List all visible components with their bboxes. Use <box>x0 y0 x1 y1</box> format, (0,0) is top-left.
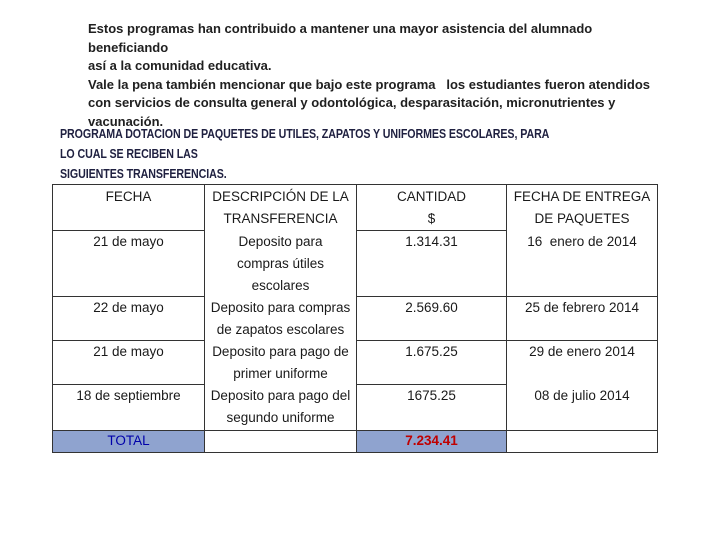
cell-descripcion-text: Deposito para pago de primer uniforme <box>212 343 349 381</box>
cell-entrega: 16 enero de 2014 <box>507 231 658 297</box>
transfers-table <box>52 184 658 453</box>
intro-line: Estos programas han contribuido a mantener una mayor asistencia del alumnado beneficiando <box>88 21 593 55</box>
cell-descripcion-text: Deposito para pago del segundo uniforme <box>210 387 351 425</box>
header-descripcion <box>205 185 357 231</box>
cell-entrega: 29 de enero 2014 <box>507 341 658 385</box>
total-descripcion <box>205 430 357 452</box>
cell-fecha: 22 de mayo <box>53 297 205 341</box>
table-row <box>53 341 658 385</box>
cell-cantidad: 1.314.31 <box>357 231 507 297</box>
table-row <box>53 385 658 431</box>
table-row <box>53 297 658 341</box>
cell-fecha: 21 de mayo <box>53 231 205 297</box>
header-cantidad-text: CANTIDAD $ <box>396 189 466 226</box>
cell-cantidad: 1675.25 <box>357 385 507 431</box>
cell-descripcion <box>205 231 357 297</box>
program-heading <box>60 124 560 184</box>
total-cantidad-value: 7.234.41 <box>405 432 458 448</box>
program-heading-line1: PROGRAMA DOTACION DE PAQUETES DE UTILES, ZAPATOS Y UNIFORMES ESCOLARES, PARA LO CUAL SE RECIBEN LAS <box>60 126 549 161</box>
table-header-row <box>53 185 658 231</box>
program-heading-line2: SIGUIENTES TRANSFERENCIAS. <box>60 166 227 181</box>
header-cantidad <box>357 185 507 231</box>
header-descripcion-text: DESCRIPCIÓN DE LA TRANSFERENCIA <box>212 189 349 226</box>
intro-line: vacunación. <box>88 113 164 129</box>
total-cantidad <box>357 430 507 452</box>
table-total-row <box>53 430 658 452</box>
cell-cantidad: 2.569.60 <box>357 297 507 341</box>
header-entrega-text: FECHA DE ENTREGA DE PAQUETES <box>513 189 651 226</box>
cell-descripcion <box>205 341 357 385</box>
header-fecha: FECHA <box>53 185 205 231</box>
table-row <box>53 231 658 297</box>
cell-descripcion <box>205 297 357 341</box>
intro-line: con servicios de consulta general y odontológica, desparasitación, micronutrientes y <box>88 95 616 110</box>
intro-paragraph <box>88 20 668 131</box>
header-entrega <box>507 185 658 231</box>
total-label-text: TOTAL <box>107 432 150 448</box>
cell-descripcion-text: Deposito para compras útiles escolares <box>236 233 325 293</box>
cell-descripcion <box>205 385 357 431</box>
total-label <box>53 430 205 452</box>
total-entrega <box>507 430 658 452</box>
cell-entrega: 25 de febrero 2014 <box>507 297 658 341</box>
intro-line: Vale la pena también mencionar que bajo este programa los estudiantes fueron atendidos <box>88 76 651 92</box>
cell-cantidad: 1.675.25 <box>357 341 507 385</box>
cell-fecha: 18 de septiembre <box>53 385 205 431</box>
intro-line: así a la comunidad educativa. <box>88 58 272 73</box>
cell-entrega: 08 de julio 2014 <box>507 385 658 431</box>
cell-descripcion-text: Deposito para compras de zapatos escolares <box>210 299 351 337</box>
cell-fecha: 21 de mayo <box>53 341 205 385</box>
